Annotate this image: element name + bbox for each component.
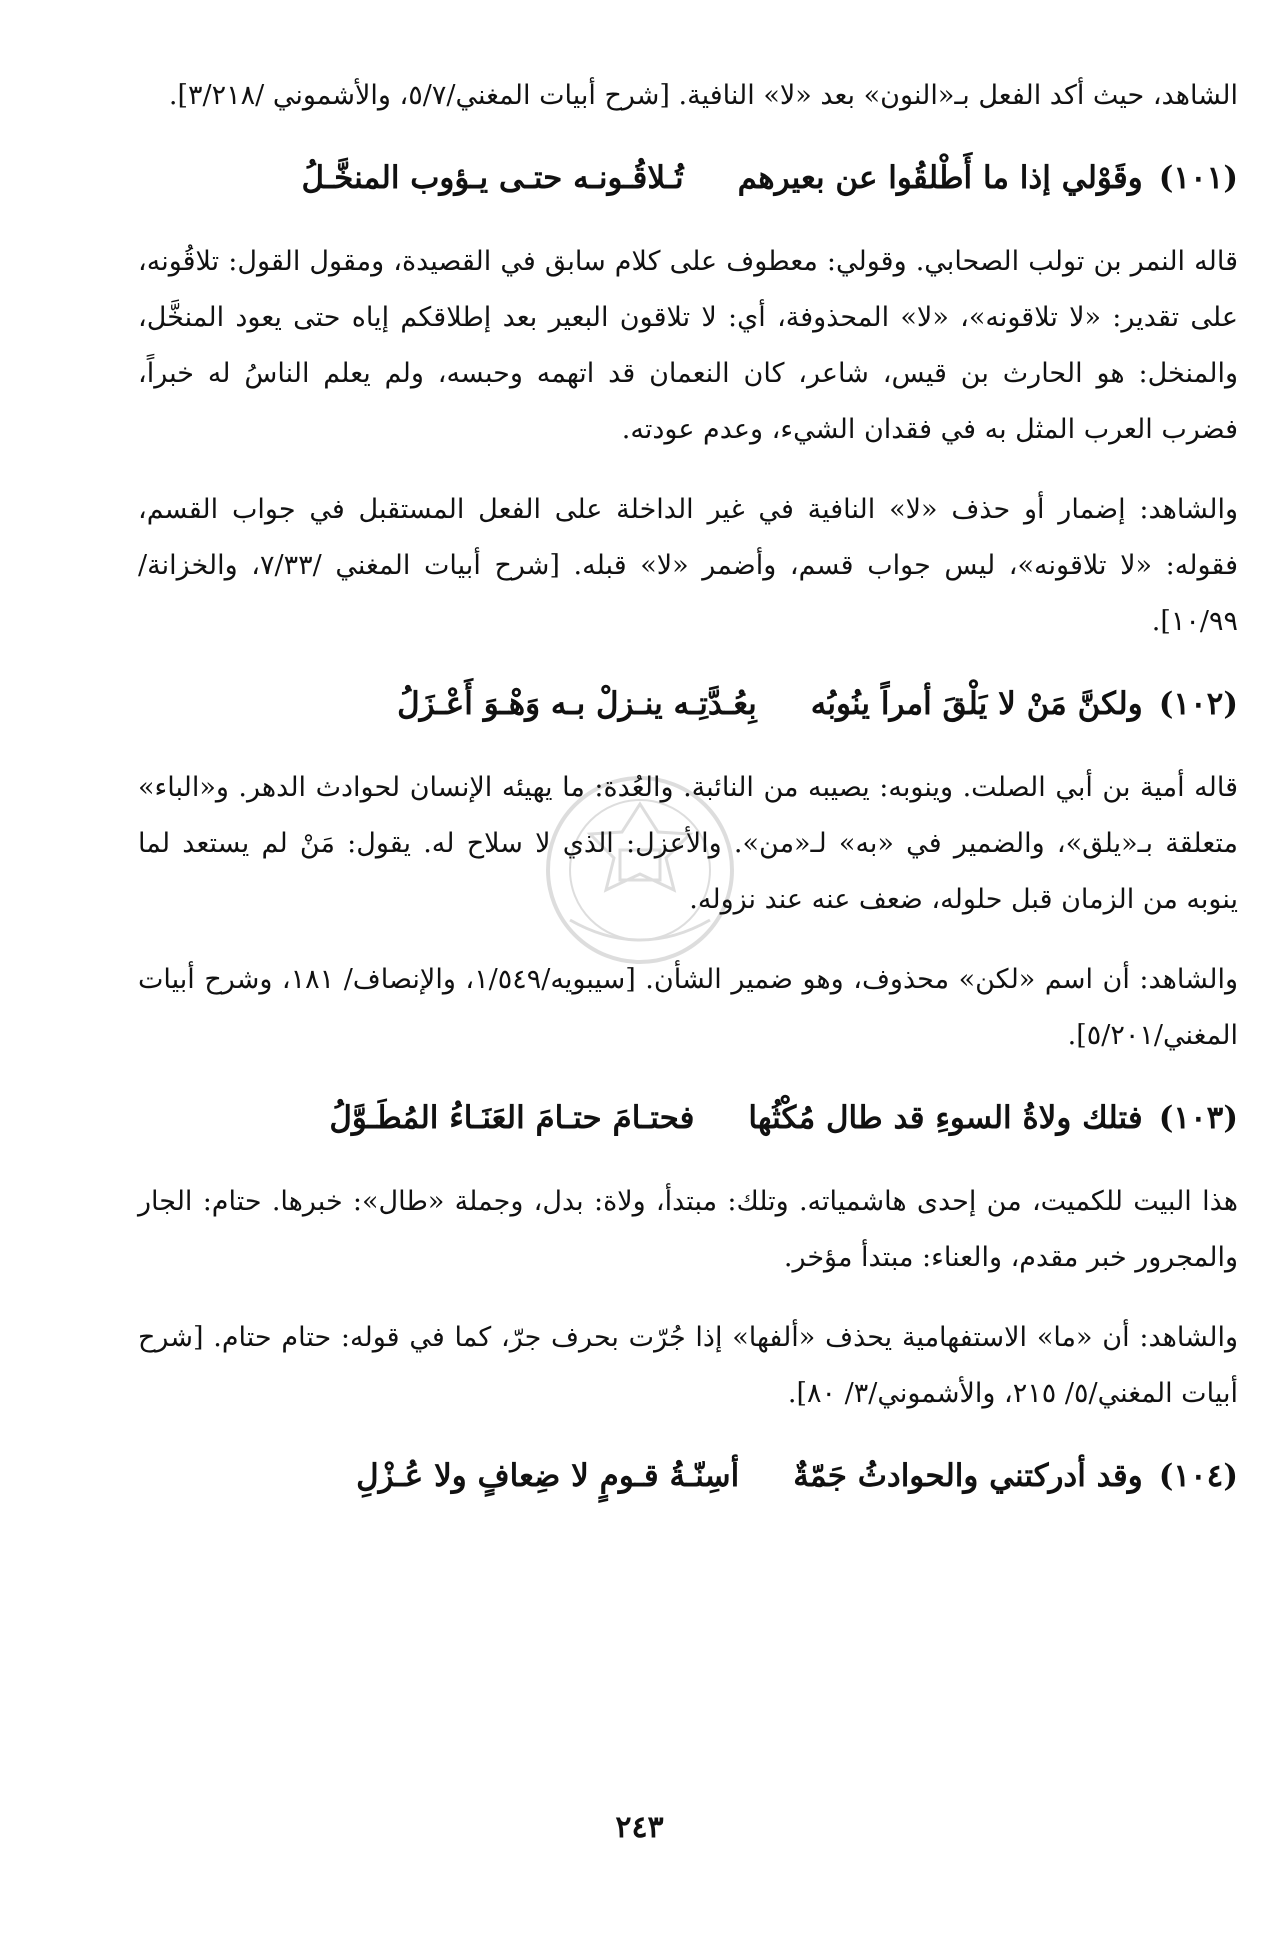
paragraph-shahid: والشاهد: أن «ما» الاستفهامية يحذف «ألفها» إذا جُرّت بحرف جرّ، كما في قوله: حتام حتام. [شرح أبيات المغني/٥/ ٢١٥، والأشموني/٣/ ٨٠]. (138, 1322, 1238, 1409)
paragraph-commentary: قاله أمية بن أبي الصلت. وينوبه: يصيبه من النائبة. والعُدة: ما يهيئه الإنسان لحوادث الدهر. و«الباء» متعلقة بـ«يلق»، والضمير في «به» لـ«من». والأعزل: الذي لا سلاح له. يقول: مَنْ لم يستعد لما ينوبه من الزمان قبل حلوله، ضعف عنه عند نزوله. (138, 772, 1238, 915)
verse-number: (١٠٤) (1158, 1458, 1238, 1494)
verse-second-hemistich: أسِنّـةُ قـومٍ لا ضِعافٍ ولا عُـزْلِ (356, 1458, 740, 1494)
verse-103 (138, 1088, 1238, 1148)
verse-second-hemistich: تُـلاقُـونـه حتـى يـؤوب المنخَّـلُ (301, 160, 684, 196)
book-page-body (138, 68, 1238, 1532)
verse-first-hemistich: وقد أدركتني والحوادثُ جَمّةٌ (793, 1458, 1143, 1494)
verse-104 (138, 1446, 1238, 1506)
verse-101 (138, 148, 1238, 208)
page-number: ٢٤٣ (615, 1810, 664, 1845)
verse-102 (138, 674, 1238, 734)
verse-second-hemistich: فحتـامَ حتـامَ العَنَـاءُ المُطَـوَّلُ (329, 1100, 695, 1136)
verse-first-hemistich: وقَوْلي إذا ما أَطْلقُوا عن بعيرهم (737, 160, 1143, 196)
verse-number: (١٠٣) (1158, 1100, 1238, 1136)
paragraph-commentary: هذا البيت للكميت، من إحدى هاشمياته. وتلك: مبتدأ، ولاة: بدل، وجملة «طال»: خبرها. حتام: الجار والمجرور خبر مقدم، والعناء: مبتدأ مؤخر. (138, 1186, 1238, 1273)
verse-second-hemistich: بِعُـدَّتِـه ينـزلْ بـه وَهْـوَ أَعْـزَلُ (397, 686, 757, 722)
verse-first-hemistich: فتلك ولاةُ السوءِ قد طال مُكْثُها (748, 1100, 1143, 1136)
verse-number: (١٠١) (1158, 160, 1238, 196)
paragraph-shahid: والشاهد: إضمار أو حذف «لا» النافية في غير الداخلة على الفعل المستقبل في جواب القسم، فقوله: «لا تلاقونه»، ليس جواب قسم، وأضمر «لا» قبله. [شرح أبيات المغني /٧/٣٣، والخزانة/١٠/٩٩]. (138, 494, 1238, 637)
paragraph-shahid-intro: الشاهد، حيث أكد الفعل بـ«النون» بعد «لا» النافية. [شرح أبيات المغني/٥/٧، والأشموني /٣/٢١٨]. (168, 80, 1238, 111)
verse-first-hemistich: ولكنَّ مَنْ لا يَلْقَ أمراً ينُوبُه (810, 686, 1143, 722)
verse-number: (١٠٢) (1158, 686, 1238, 722)
paragraph-commentary: قاله النمر بن تولب الصحابي. وقولي: معطوف على كلام سابق في القصيدة، ومقول القول: تلاقُونه، على تقدير: «لا تلاقونه»، «لا» المحذوفة، أي: لا تلاقون البعير بعد إطلاقكم إياه حتى يعود المنخَّل، والمنخل: هو الحارث بن قيس، شاعر، كان النعمان قد اتهمه وحبسه، ولم يعلم الناسُ له خبراً، فضرب العرب المثل به في فقدان الشيء، وعدم عودته. (138, 246, 1238, 445)
paragraph-shahid: والشاهد: أن اسم «لكن» محذوف، وهو ضمير الشأن. [سيبويه/١/٥٤٩، والإنصاف/ ١٨١، وشرح أبيات المغني/٥/٢٠١]. (138, 964, 1238, 1051)
